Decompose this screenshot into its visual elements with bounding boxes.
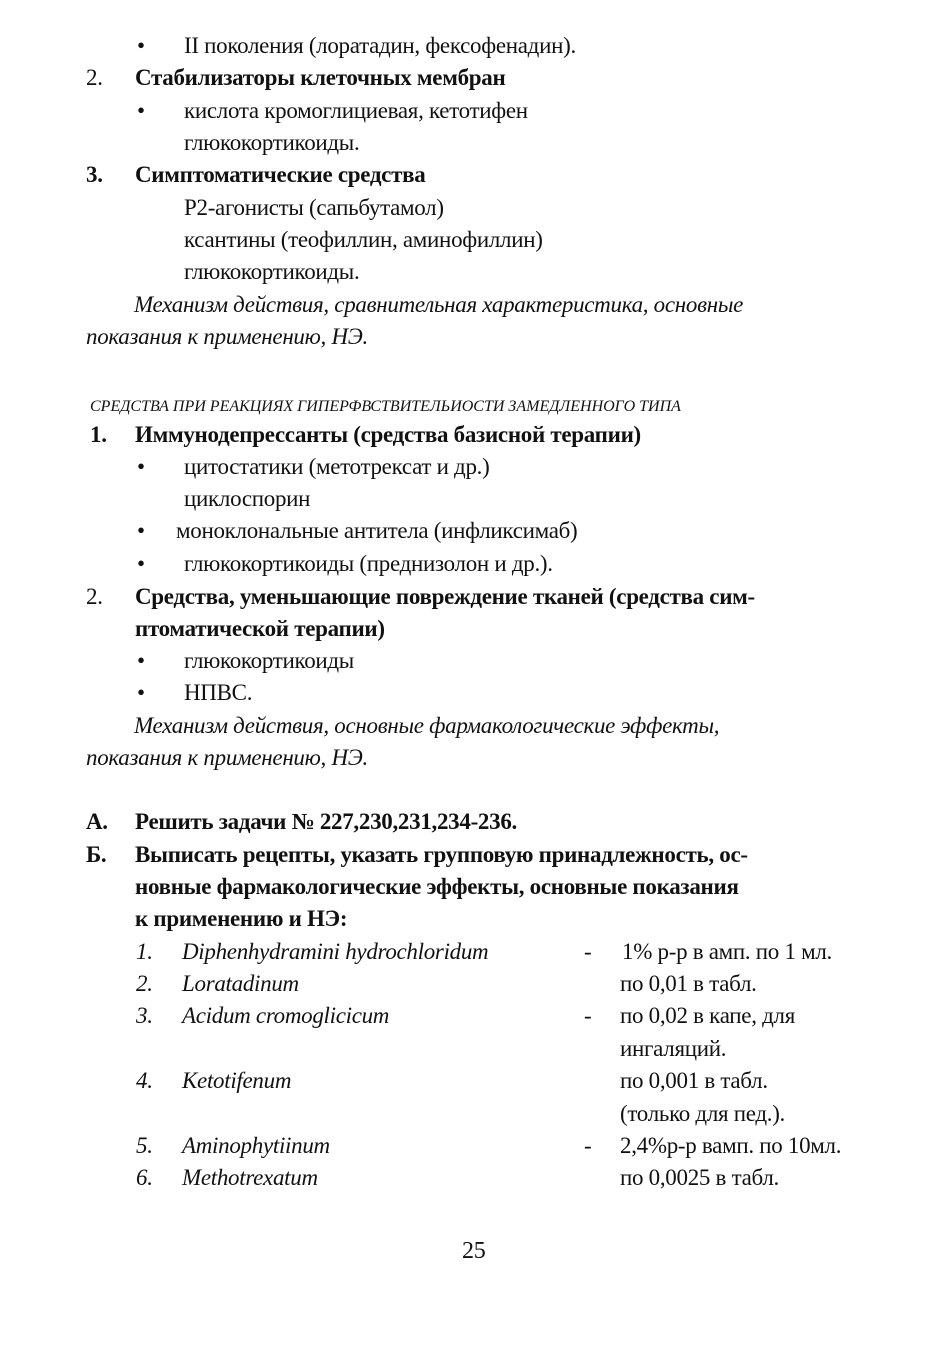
list-item: глюкокортикоиды: [184, 648, 354, 673]
rx-drug-name: Diphenhydramini hydrochloridum: [182, 939, 489, 964]
rx-dose: по 0,0025 в табл.: [620, 1165, 779, 1190]
rx-dose: 2,4%р-р вамп. по 10мл.: [620, 1133, 842, 1158]
note-text: Механизм действия, основные фармакологические эффекты,: [134, 713, 720, 738]
section-heading: птоматической терапии): [135, 616, 385, 641]
note-text: показания к применению, НЭ.: [86, 745, 368, 770]
list-number: 1.: [90, 422, 107, 447]
list-item: глюкокортикоиды (преднизолон и др.).: [184, 551, 553, 576]
bullet: •: [137, 680, 145, 705]
rx-dash: -: [584, 939, 592, 964]
task-label: Б.: [86, 842, 107, 867]
rx-dose: (только для пед.).: [620, 1101, 786, 1126]
list-number: 3.: [86, 162, 103, 187]
rx-number: 4.: [136, 1068, 153, 1093]
section-header: СРЕДСТВА ПРИ РЕАКЦИЯХ ГИПЕРФВСТВИТЕЛЬИОСТИ ЗАМЕДЛЕННОГО ТИПА: [90, 398, 681, 415]
section-heading: Иммунодепрессанты (средства базисной терапии): [135, 422, 641, 447]
rx-number: 2.: [136, 971, 153, 996]
note-text: Механизм действия, сравнительная характеристика, основные: [134, 292, 744, 317]
list-number: 2.: [86, 584, 103, 609]
list-item: ксантины (теофиллин, аминофиллин): [184, 227, 543, 252]
bullet: •: [137, 98, 145, 123]
rx-dose: по 0,01 в табл.: [620, 971, 757, 996]
rx-dash: -: [584, 1133, 592, 1158]
note-text: показания к применению, НЭ.: [86, 324, 368, 349]
rx-dose: ингаляций.: [620, 1036, 727, 1061]
rx-dose: 1% р-р в амп. по 1 мл.: [622, 939, 832, 964]
section-heading: Стабилизаторы клеточных мембран: [135, 65, 506, 90]
rx-drug-name: Methotrexatum: [182, 1165, 318, 1190]
rx-drug-name: Ketotifenum: [182, 1068, 292, 1093]
section-heading: Средства, уменьшающие повреждение тканей (средства сим-: [135, 584, 755, 609]
rx-number: 1.: [136, 939, 153, 964]
list-item: глюкокортикоиды.: [184, 130, 360, 155]
bullet: •: [137, 33, 145, 58]
list-number: 2.: [86, 65, 103, 90]
list-item: моноклональные антитела (инфликсимаб): [176, 518, 578, 543]
task-text: Выписать рецепты, указать групповую принадлежность, ос-: [135, 842, 748, 867]
bullet: •: [137, 454, 145, 479]
list-item: цитостатики (метотрексат и др.): [184, 454, 490, 479]
list-item: НПВС.: [184, 680, 253, 705]
rx-drug-name: Acidum cromoglicicum: [182, 1003, 390, 1028]
task-text: Решить задачи № 227,230,231,234-236.: [135, 809, 517, 834]
rx-dose: по 0,001 в табл.: [620, 1068, 768, 1093]
list-item: II поколения (лоратадин, фексофенадин).: [184, 33, 576, 58]
task-label: А.: [86, 809, 108, 834]
bullet: •: [137, 518, 145, 543]
rx-dash: -: [584, 1003, 592, 1028]
rx-number: 3.: [136, 1003, 153, 1028]
bullet: •: [137, 551, 145, 576]
task-text: к применению и НЭ:: [135, 906, 348, 931]
rx-number: 5.: [136, 1133, 153, 1158]
section-heading: Симптоматические средства: [135, 162, 426, 187]
rx-drug-name: Loratadinum: [182, 971, 299, 996]
task-text: новные фармакологические эффекты, основные показания: [135, 874, 739, 899]
rx-drug-name: Aminophytiinum: [182, 1133, 330, 1158]
rx-number: 6.: [136, 1165, 153, 1190]
list-item: кислота кромоглициевая, кетотифен: [184, 98, 528, 123]
bullet: •: [137, 648, 145, 673]
list-item: глюкокортикоиды.: [184, 259, 360, 284]
rx-dose: по 0,02 в капе, для: [620, 1003, 795, 1028]
list-item: Р2-агонисты (сапьбутамол): [184, 195, 444, 220]
page-number: 25: [462, 1238, 486, 1264]
list-item: циклоспорин: [184, 486, 311, 511]
